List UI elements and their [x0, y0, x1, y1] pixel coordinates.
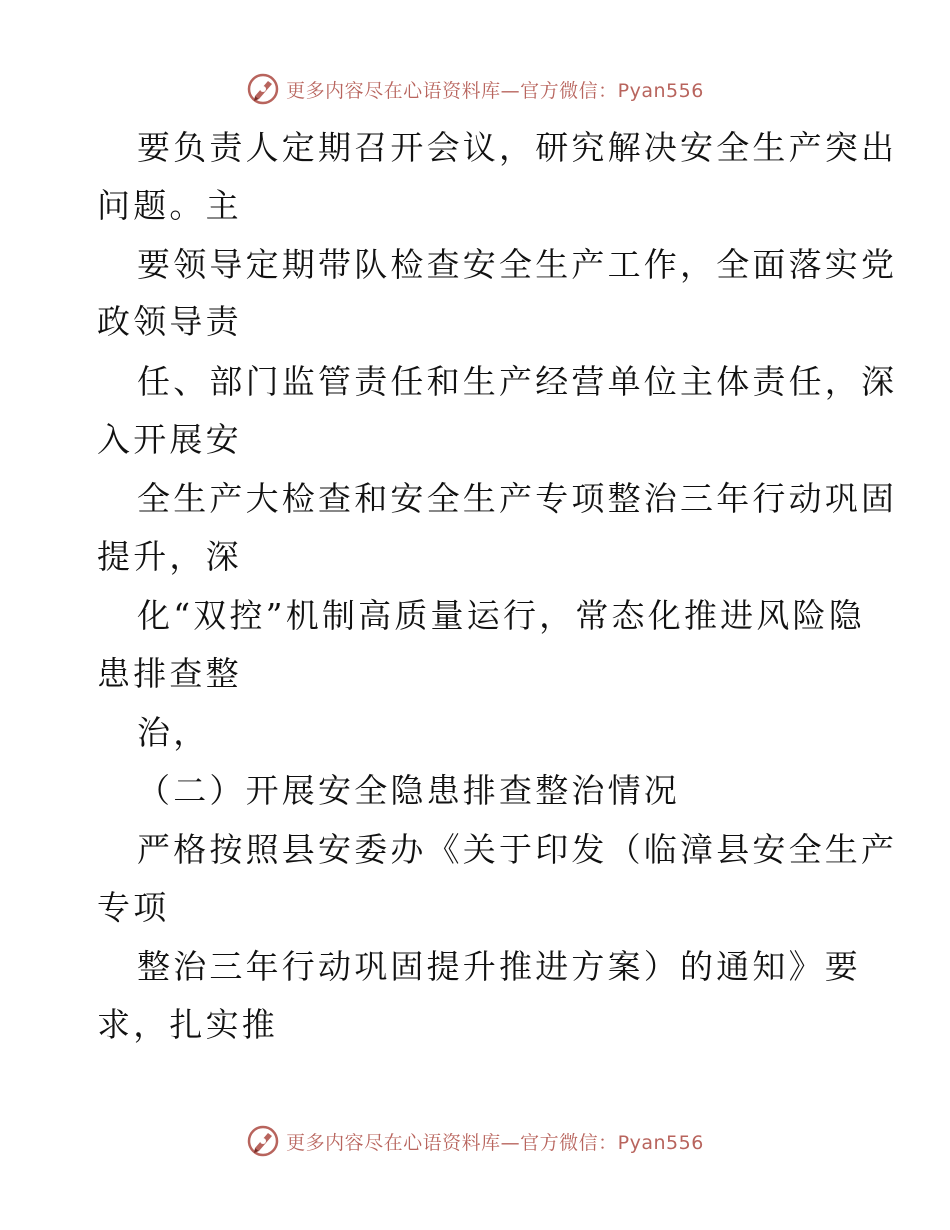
watermark-text: 更多内容尽在心语资料库—官方微信：Pyan556 — [286, 79, 704, 102]
text-line: 要负责人定期召开会议，研究解决安全生产突出 — [137, 128, 898, 167]
text-line: 入开展安 — [97, 420, 242, 459]
text-line: 严格按照县安委办《关于印发（临漳县安全生产 — [137, 830, 898, 869]
text-line: 全生产大检查和安全生产专项整治三年行动巩固 — [137, 479, 898, 518]
text-line: 患排查整 — [97, 654, 242, 693]
text-line: 任、部门监管责任和生产经营单位主体责任，深 — [137, 362, 898, 401]
text-line: 问题。主 — [97, 186, 242, 225]
text-line: 求，扎实推 — [97, 1005, 278, 1044]
text-line: 化“双控”机制高质量运行，常态化推进风险隐 — [137, 596, 865, 635]
text-line: 要领导定期带队检查安全生产工作，全面落实党 — [137, 245, 898, 284]
watermark-text: 更多内容尽在心语资料库—官方微信：Pyan556 — [286, 1131, 704, 1154]
pen-logo-icon — [246, 1124, 280, 1158]
text-line: 专项 — [97, 888, 170, 927]
watermark-footer — [0, 1124, 950, 1158]
text-line: 提升，深 — [97, 537, 242, 576]
section-heading: （二）开展安全隐患排查整治情况 — [137, 771, 680, 810]
text-line: 治， — [137, 713, 210, 752]
text-line: 整治三年行动巩固提升推进方案）的通知》要 — [137, 947, 861, 986]
text-line: 政领导责 — [97, 302, 242, 341]
